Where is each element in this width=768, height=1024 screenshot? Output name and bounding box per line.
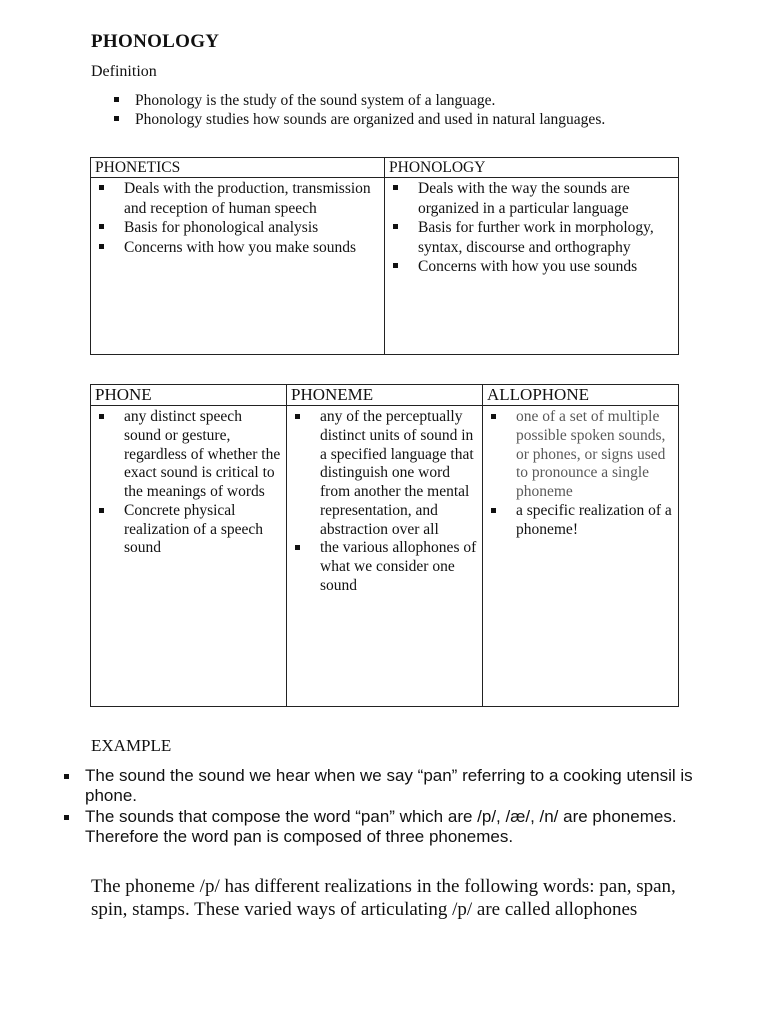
allophone-paragraph: The phoneme /p/ has different realizations in the following words: pan, span, spin, stamps. These varied ways of articulating /p/ are called allophones — [91, 876, 676, 920]
list-item: Basis for further work in morphology, syntax, discourse and orthography — [393, 218, 674, 257]
list-item: Deals with the production, transmission and reception of human speech — [99, 179, 380, 218]
list-item: Concrete physical realization of a speech sound — [99, 502, 282, 558]
list-item: Concerns with how you make sounds — [99, 238, 380, 258]
example-item: The sounds that compose the word “pan” which are /p/, /æ/, /n/ are phonemes. Therefore the word pan is composed of three phonemes. — [62, 807, 702, 848]
list-item: any of the perceptually distinct units of sound in a specified language that distinguish one word from another the mental representation, and abstraction over all — [295, 408, 478, 539]
list-item: Concerns with how you use sounds — [393, 257, 674, 277]
list-item: Deals with the way the sounds are organized in a particular language — [393, 179, 674, 218]
phone-phoneme-allophone-table — [90, 384, 679, 707]
page-title: PHONOLOGY — [91, 31, 220, 52]
list-item: any distinct speech sound or gesture, regardless of whether the exact sound is critical to the meanings of words — [99, 408, 282, 502]
phoneme-cell — [287, 406, 483, 707]
phonetics-phonology-table — [90, 157, 679, 355]
table-header-phoneme: PHONEME — [287, 385, 483, 406]
allophone-cell — [483, 406, 679, 707]
example-list — [62, 766, 702, 847]
phone-cell — [91, 406, 287, 707]
example-heading: EXAMPLE — [91, 736, 172, 755]
table-header-phonology: PHONOLOGY — [385, 158, 679, 178]
definition-list — [113, 91, 673, 129]
definition-item: Phonology is the study of the sound system of a language. — [113, 91, 673, 110]
definition-item: Phonology studies how sounds are organized and used in natural languages. — [113, 110, 673, 129]
list-item: one of a set of multiple possible spoken sounds, or phones, or signs used to pronounce a single phoneme — [491, 408, 674, 502]
table-header-allophone: ALLOPHONE — [483, 385, 679, 406]
table-header-phone: PHONE — [91, 385, 287, 406]
list-item: Basis for phonological analysis — [99, 218, 380, 238]
list-item: the various allophones of what we consider one sound — [295, 539, 478, 595]
list-item: a specific realization of a phoneme! — [491, 502, 674, 540]
example-item: The sound the sound we hear when we say “pan” referring to a cooking utensil is phone. — [62, 766, 702, 807]
definition-heading: Definition — [91, 63, 157, 80]
phonology-cell — [385, 178, 679, 355]
table-header-phonetics: PHONETICS — [91, 158, 385, 178]
phonetics-cell — [91, 178, 385, 355]
